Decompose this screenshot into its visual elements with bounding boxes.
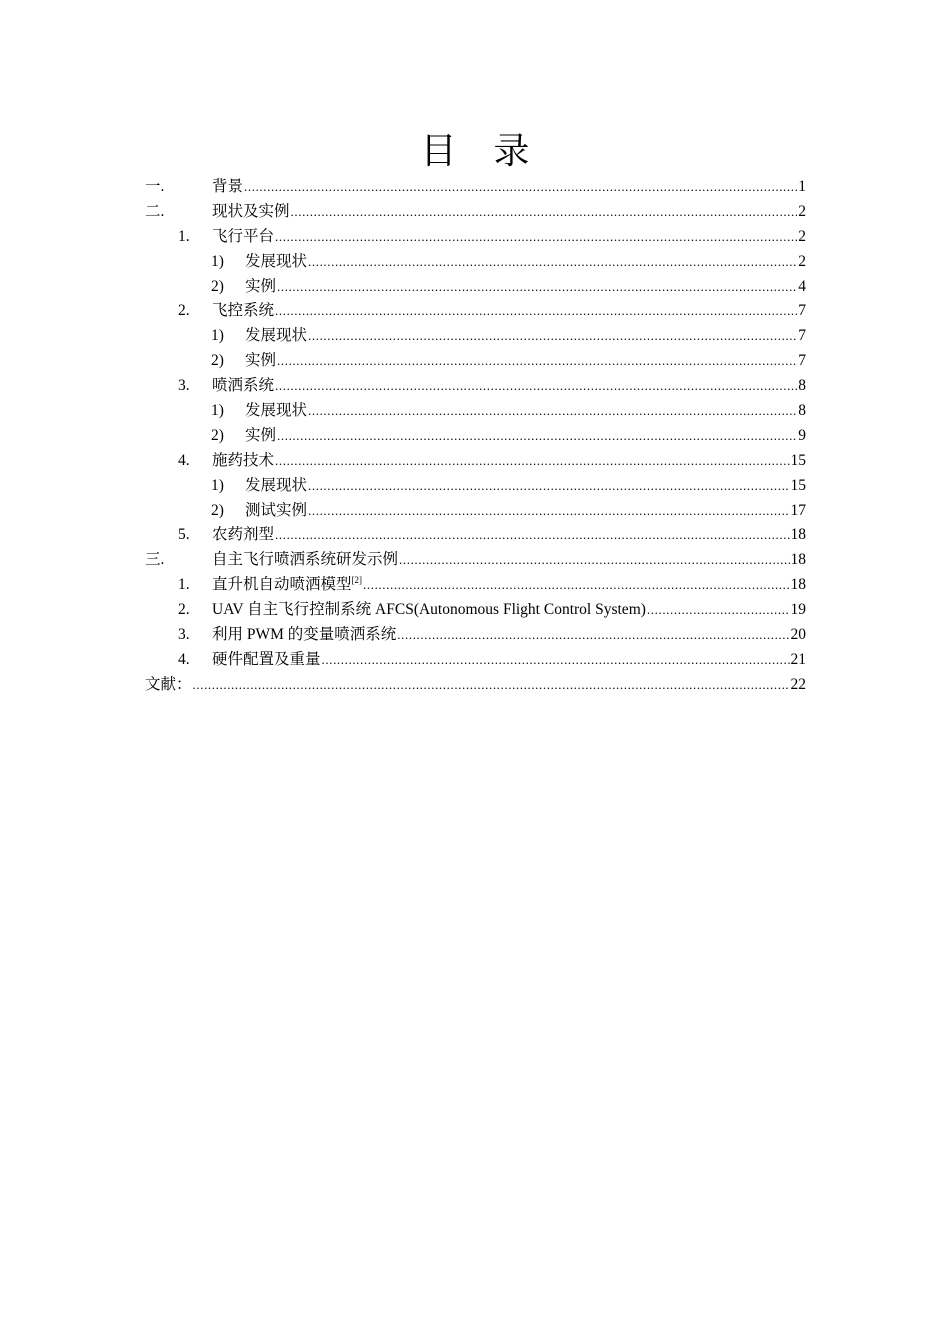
toc-entry-number: 1) bbox=[211, 476, 224, 494]
toc-entry-label bbox=[245, 399, 307, 424]
toc-entry-label-text: 文献： bbox=[145, 675, 192, 693]
toc-entry-number: 2. bbox=[178, 601, 190, 619]
toc-entry-number: 3. bbox=[178, 377, 190, 395]
toc-entry-line bbox=[212, 225, 806, 250]
toc-entry-line bbox=[245, 349, 806, 374]
toc-entry[interactable] bbox=[145, 324, 806, 349]
toc-entry[interactable] bbox=[145, 250, 806, 275]
toc-entry[interactable] bbox=[145, 399, 806, 424]
toc-entry-page-number: 18 bbox=[790, 526, 806, 544]
toc-entry-label-text: 测试实例 bbox=[245, 501, 308, 519]
toc-entry-number: 3. bbox=[178, 626, 190, 644]
dot-leader bbox=[277, 349, 797, 374]
toc-entry-page-number: 1 bbox=[798, 178, 806, 195]
toc-entry[interactable] bbox=[145, 499, 806, 524]
toc-entry-line bbox=[212, 175, 806, 200]
toc-entry-page-number: 2 bbox=[798, 252, 806, 270]
toc-entry-label-text: 现状及实例 bbox=[212, 202, 290, 220]
toc-entry-line bbox=[245, 324, 806, 349]
toc-entry-number: 三. bbox=[145, 551, 165, 569]
toc-entry[interactable] bbox=[145, 200, 806, 225]
toc-entry-page-number: 7 bbox=[798, 302, 806, 320]
dot-leader bbox=[322, 648, 790, 673]
toc-entry-number: 2) bbox=[211, 426, 224, 444]
toc-entry[interactable] bbox=[145, 175, 806, 200]
toc-entry[interactable] bbox=[145, 474, 806, 499]
toc-entry-label-text: 实例 bbox=[245, 277, 277, 295]
toc-entry[interactable] bbox=[145, 523, 806, 548]
toc-entry-line bbox=[245, 499, 806, 524]
toc-entry-label bbox=[212, 225, 274, 250]
dot-leader bbox=[193, 673, 790, 698]
dot-leader bbox=[308, 324, 797, 349]
toc-entry[interactable] bbox=[145, 598, 806, 623]
toc-entry-line bbox=[245, 250, 806, 275]
toc-entry-label bbox=[212, 299, 274, 324]
dot-leader bbox=[275, 374, 797, 399]
toc-entry-label bbox=[212, 374, 274, 399]
citation-marker: [2] bbox=[351, 575, 363, 586]
dot-leader bbox=[308, 250, 797, 275]
toc-entry-page-number: 8 bbox=[798, 402, 806, 420]
toc-entry-page-number: 18 bbox=[790, 551, 806, 569]
toc-entry-number: 一. bbox=[145, 178, 165, 195]
toc-entry-number: 二. bbox=[145, 202, 165, 220]
dot-leader bbox=[363, 573, 789, 598]
dot-leader bbox=[399, 548, 789, 573]
toc-entry-label bbox=[212, 648, 321, 673]
toc-entry-page-number: 2 bbox=[798, 202, 806, 220]
toc-entry-label bbox=[212, 200, 290, 225]
dot-leader bbox=[308, 499, 789, 524]
toc-entry-label-text: 利用 PWM 的变量喷洒系统 bbox=[212, 626, 397, 644]
toc-entry-line bbox=[212, 573, 806, 598]
toc-entry-page-number: 7 bbox=[798, 352, 806, 370]
toc-entry-number: 5. bbox=[178, 526, 190, 544]
toc-entry-label bbox=[245, 499, 307, 524]
dot-leader bbox=[244, 175, 797, 200]
dot-leader bbox=[291, 200, 798, 225]
toc-entry-number: 4. bbox=[178, 451, 190, 469]
toc-entry-label bbox=[212, 449, 274, 474]
toc-entry-label-text: 农药剂型 bbox=[212, 526, 275, 544]
toc-entry-label-text: 直升机自动喷洒模型 bbox=[212, 576, 352, 594]
dot-leader bbox=[647, 598, 790, 623]
toc-entry[interactable] bbox=[145, 424, 806, 449]
toc-entry-number: 2) bbox=[211, 501, 224, 519]
toc-entry-label bbox=[245, 349, 276, 374]
toc-entry-label-text: 喷洒系统 bbox=[212, 377, 275, 395]
dot-leader bbox=[308, 399, 797, 424]
toc-entry-label bbox=[212, 573, 362, 598]
toc-title: 目 录 bbox=[420, 131, 544, 171]
toc-entry-line bbox=[212, 374, 806, 399]
toc-entry-label bbox=[212, 175, 243, 200]
toc-entry-label bbox=[245, 250, 307, 275]
toc-entry-page-number: 9 bbox=[798, 426, 806, 444]
toc-entry-label-text: 发展现状 bbox=[245, 476, 308, 494]
toc-entry-number: 2. bbox=[178, 302, 190, 320]
toc-entry-line bbox=[245, 275, 806, 300]
toc-entry-page-number: 18 bbox=[790, 576, 806, 594]
toc-entry-line bbox=[212, 548, 806, 573]
toc-entry[interactable] bbox=[145, 548, 806, 573]
toc-entry-label-text: 飞行平台 bbox=[212, 227, 275, 245]
dot-leader bbox=[275, 225, 797, 250]
toc-entry-number: 4. bbox=[178, 650, 190, 668]
toc-entry-line bbox=[245, 399, 806, 424]
toc-entry[interactable] bbox=[145, 299, 806, 324]
toc-entry[interactable] bbox=[145, 449, 806, 474]
toc-entry-label bbox=[245, 424, 276, 449]
toc-entry-label bbox=[245, 474, 307, 499]
toc-entry-number: 2) bbox=[211, 352, 224, 370]
toc-entry-label bbox=[212, 598, 646, 623]
toc-entry[interactable] bbox=[145, 648, 806, 673]
toc-entry-page-number: 17 bbox=[790, 501, 806, 519]
toc-entry-line bbox=[212, 449, 806, 474]
toc-entry-label-text: 施药技术 bbox=[212, 451, 275, 469]
toc-entry-line bbox=[212, 200, 806, 225]
toc-entry-page-number: 7 bbox=[798, 327, 806, 345]
toc-entry-label-text: 实例 bbox=[245, 426, 277, 444]
toc-entry-number: 1) bbox=[211, 252, 224, 270]
toc-entry-label-text: 发展现状 bbox=[245, 402, 308, 420]
toc-entry-label-text: 实例 bbox=[245, 352, 277, 370]
toc-entry[interactable] bbox=[145, 573, 806, 598]
toc-entry-label bbox=[212, 548, 398, 573]
toc-entry-number: 1) bbox=[211, 327, 224, 345]
toc-entry-line bbox=[212, 299, 806, 324]
toc-entry-label bbox=[212, 623, 396, 648]
dot-leader bbox=[277, 275, 797, 300]
toc-entry-line bbox=[245, 424, 806, 449]
table-of-contents bbox=[145, 175, 806, 698]
toc-entry-page-number: 4 bbox=[798, 277, 806, 295]
toc-entry-label bbox=[245, 275, 276, 300]
toc-entry-label-text: 发展现状 bbox=[245, 327, 308, 345]
toc-entry-line bbox=[212, 648, 806, 673]
toc-entry-number: 1. bbox=[178, 576, 190, 594]
toc-entry-line bbox=[212, 598, 806, 623]
toc-entry-label bbox=[145, 673, 192, 698]
toc-entry-number: 2) bbox=[211, 277, 224, 295]
dot-leader bbox=[397, 623, 789, 648]
toc-entry-page-number: 2 bbox=[798, 227, 806, 245]
dot-leader bbox=[308, 474, 789, 499]
toc-entry-line bbox=[212, 623, 806, 648]
dot-leader bbox=[275, 523, 789, 548]
toc-entry-page-number: 22 bbox=[790, 675, 806, 693]
toc-entry-label-text: 飞控系统 bbox=[212, 302, 275, 320]
dot-leader bbox=[275, 449, 789, 474]
toc-entry[interactable] bbox=[145, 275, 806, 300]
toc-entry-page-number: 19 bbox=[790, 601, 806, 619]
toc-entry-line bbox=[145, 673, 806, 698]
toc-entry-page-number: 15 bbox=[790, 476, 806, 494]
toc-entry[interactable] bbox=[145, 374, 806, 399]
toc-entry-label-text: 自主飞行喷洒系统研发示例 bbox=[212, 551, 399, 569]
toc-entry-line bbox=[245, 474, 806, 499]
dot-leader bbox=[275, 299, 797, 324]
toc-entry-page-number: 8 bbox=[798, 377, 806, 395]
toc-entry[interactable] bbox=[145, 349, 806, 374]
toc-entry-label bbox=[245, 324, 307, 349]
toc-entry-page-number: 20 bbox=[790, 626, 806, 644]
toc-entry[interactable] bbox=[145, 225, 806, 250]
toc-entry[interactable] bbox=[145, 673, 806, 698]
toc-entry-page-number: 15 bbox=[790, 451, 806, 469]
toc-entry-page-number: 21 bbox=[790, 650, 806, 668]
toc-entry-line bbox=[212, 523, 806, 548]
toc-entry-label-text: 发展现状 bbox=[245, 252, 308, 270]
toc-entry[interactable] bbox=[145, 623, 806, 648]
toc-entry-label-text: UAV 自主飞行控制系统 AFCS(Autonomous Flight Control System) bbox=[212, 601, 646, 619]
toc-entry-label bbox=[212, 523, 274, 548]
toc-entry-number: 1. bbox=[178, 227, 190, 245]
toc-entry-label-text: 硬件配置及重量 bbox=[212, 650, 321, 668]
dot-leader bbox=[277, 424, 797, 449]
toc-entry-label-text: 背景 bbox=[212, 178, 244, 195]
toc-entry-number: 1) bbox=[211, 402, 224, 420]
